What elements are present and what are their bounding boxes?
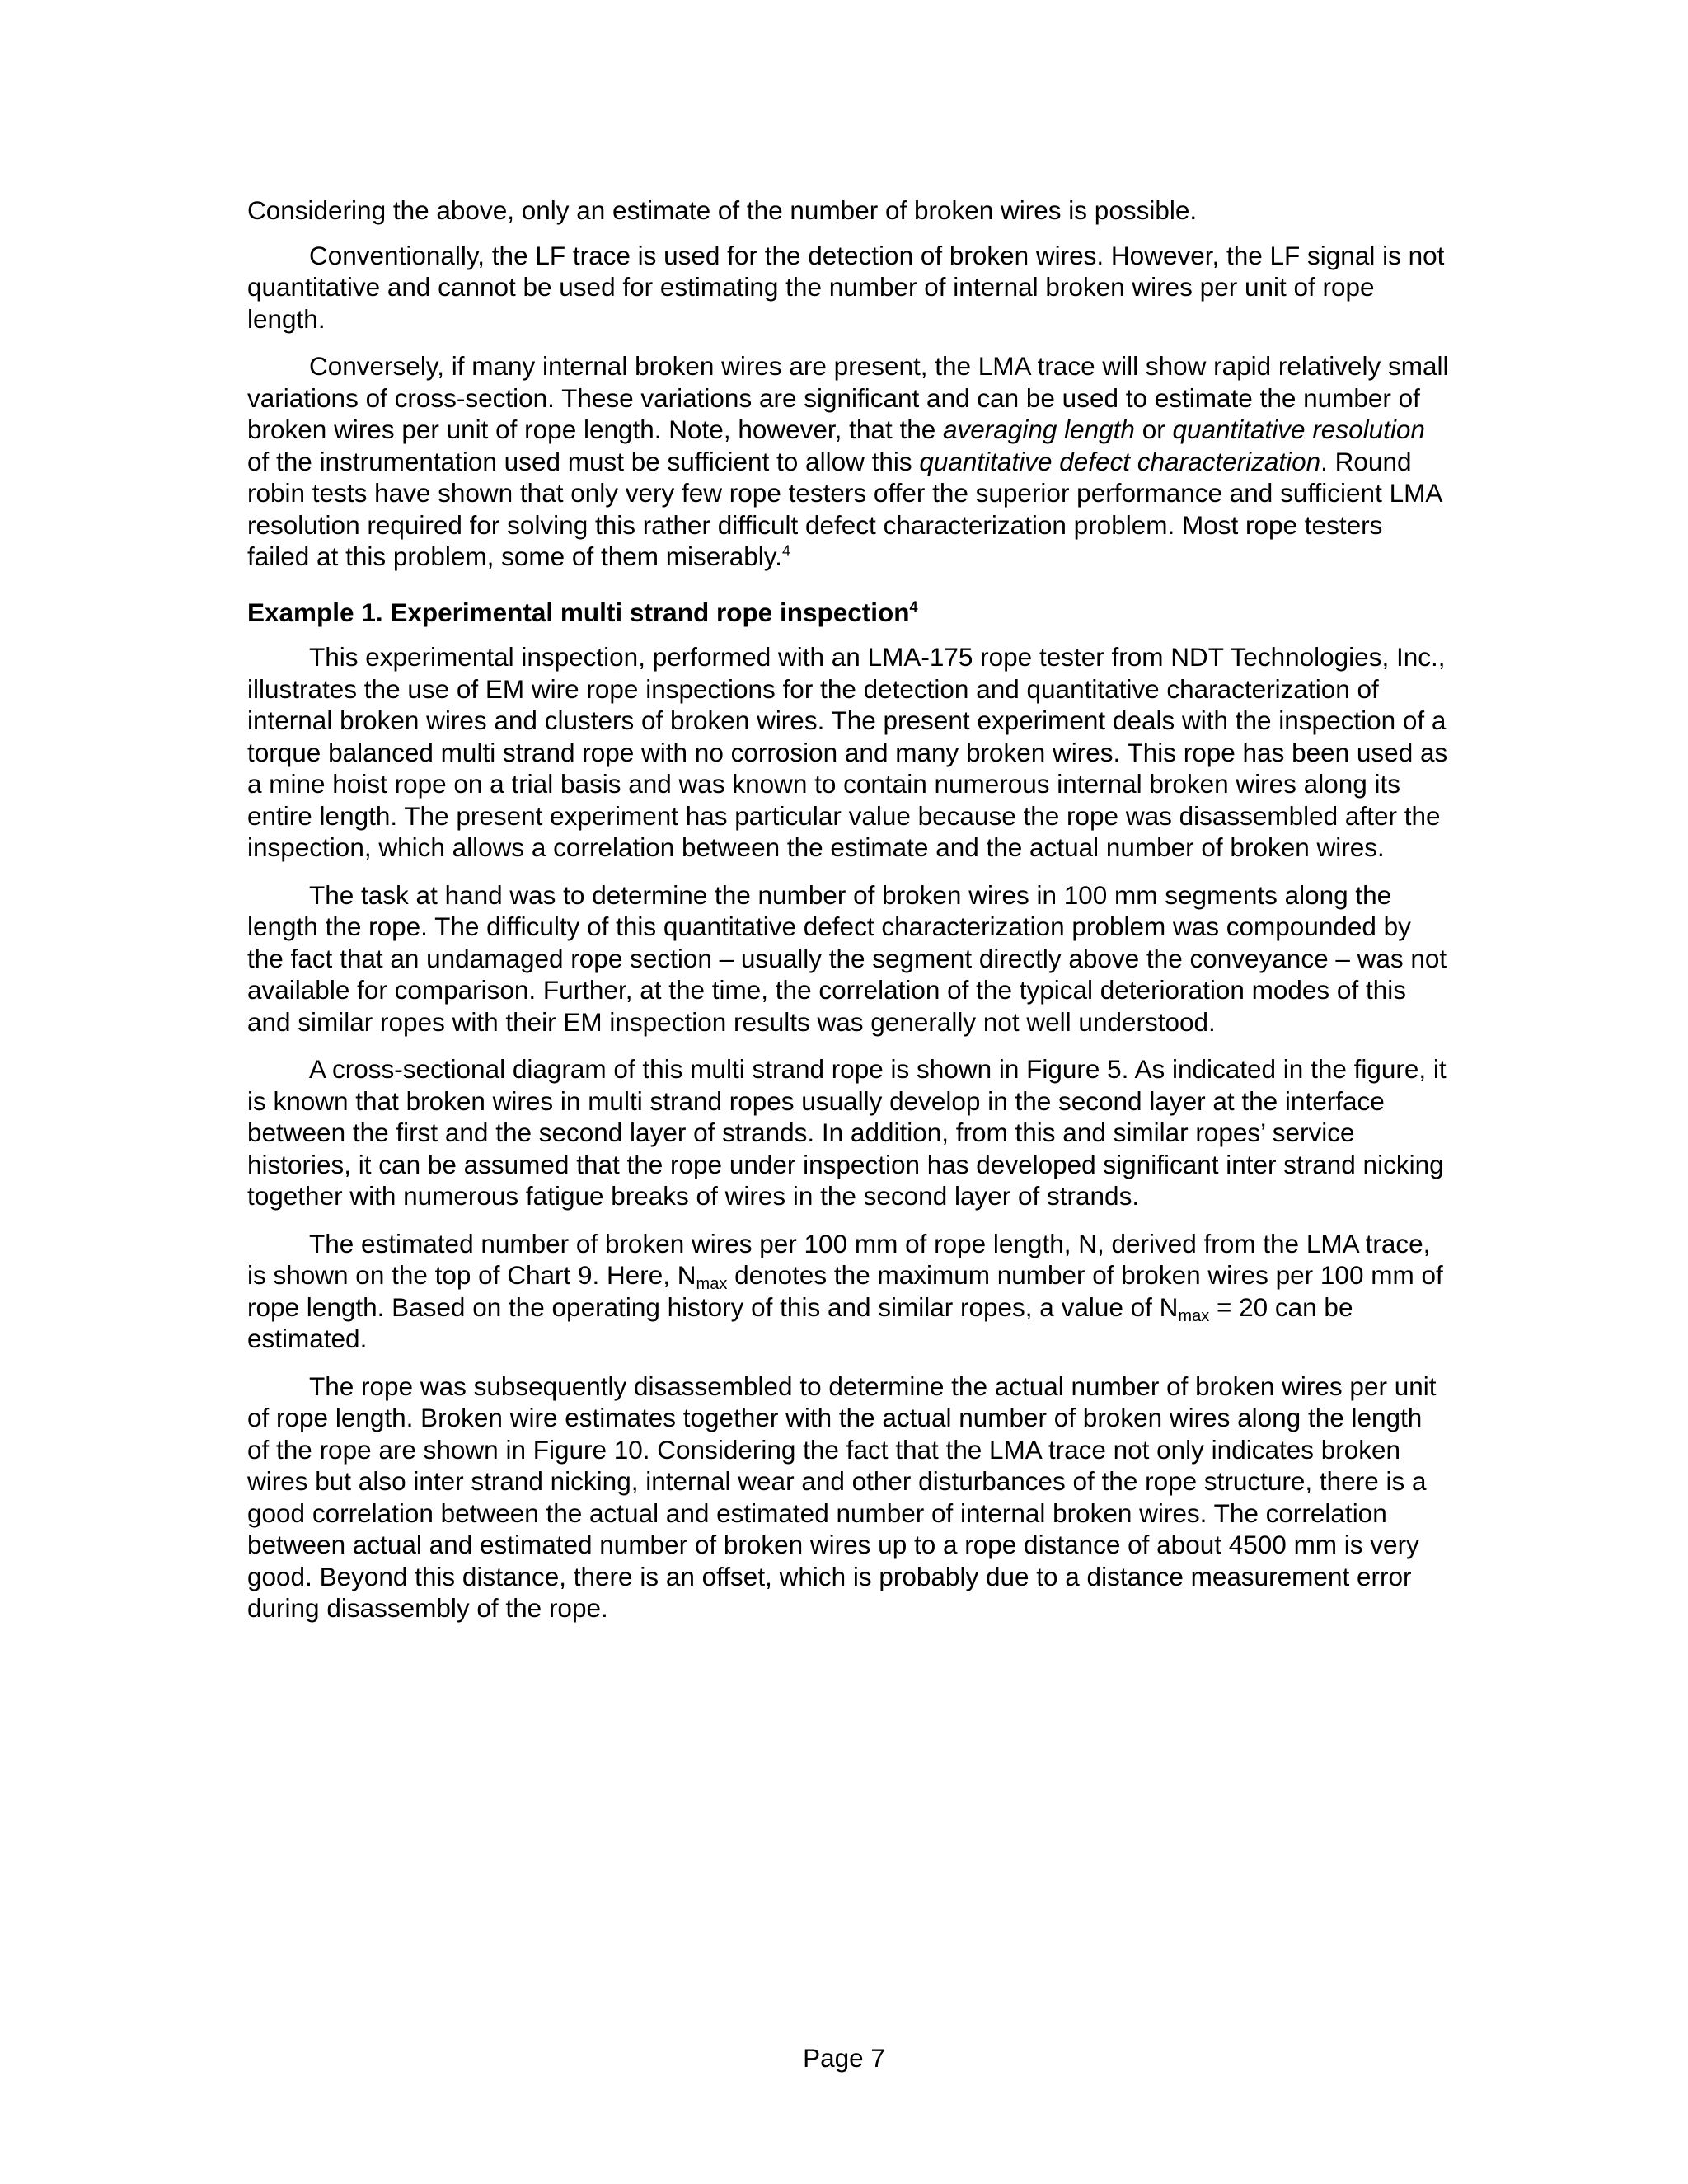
text-run: of the instrumentation used must be sufficient to allow this (247, 446, 920, 476)
footnote-ref: 4 (781, 542, 790, 560)
subscript-max: max (1178, 1306, 1210, 1325)
text-run: denotes the maximum number of broken wires per 100 mm of rope length. Based on the operating history of this and similar ropes, a value of N (247, 1260, 1443, 1322)
text-run: Conversely, if many internal broken wires are present, the LMA trace will show rapid relatively small variations of cross-section. These variations are significant and can be used to estimate the number of broken wires per unit of rope length. Note, however, that the (247, 351, 1449, 444)
paragraph-lf-trace: Conventionally, the LF trace is used for the detection of broken wires. However, the LF signal is not quantitative and cannot be used for estimating the number of internal broken wires per unit of rope length. (247, 240, 1445, 334)
section-heading-example-1 (247, 597, 1451, 629)
heading-text: Example 1. Experimental multi strand rope inspection (247, 597, 910, 627)
subscript-max: max (696, 1275, 728, 1293)
italic-term-averaging-length: averaging length (943, 415, 1135, 444)
page-number: Page 7 (803, 2043, 885, 2073)
italic-term-defect-characterization: quantitative defect characterization (919, 446, 1321, 476)
text-run: . Round robin tests have shown that only very few rope testers offer the superior performance and sufficient LMA resolution required for solving this rather difficult defect characterization problem. Most rope testers failed at this problem, some of them miserably. (247, 446, 1442, 571)
paragraph-lma-trace (247, 350, 1451, 573)
text-run: The estimated number of broken wires per 100 mm of rope length, N, derived from the LMA trace, is shown on the top of Chart 9. Here, N (247, 1228, 1431, 1290)
page-body (247, 194, 1451, 1624)
paragraph-experimental-inspection: This experimental inspection, performed with an LMA-175 rope tester from NDT Technologies, Inc., illustrates the use of EM wire rope inspections for the detection and quantitative characterization of internal broken wires and clusters of broken wires. The present experiment deals with the inspection of a torque balanced multi strand rope with no corrosion and many broken wires. This rope has been used as a mine hoist rope on a trial basis and was known to contain numerous internal broken wires along its entire length. The present experiment has particular value because the rope was disassembled after the inspection, which allows a correlation between the estimate and the actual number of broken wires. (247, 642, 1448, 862)
paragraph-task: The task at hand was to determine the number of broken wires in 100 mm segments along the length the rope. The difficulty of this quantitative defect characterization problem was compounded by the fact that an undamaged rope section – usually the segment directly above the conveyance – was not available for comparison. Further, at the time, the correlation of the typical deterioration modes of this and similar ropes with their EM inspection results was generally not well understood. (247, 879, 1447, 1037)
paragraph-disassembly: The rope was subsequently disassembled to determine the actual number of broken wires per unit of rope length. Broken wire estimates together with the actual number of broken wires along the length of the rope are shown in Figure 10. Considering the fact that the LMA trace not only indicates broken wires but also inter strand nicking, internal wear and other disturbances of the rope structure, there is a good correlation between the actual and estimated number of internal broken wires. The correlation between actual and estimated number of broken wires up to a rope distance of about 4500 mm is very good. Beyond this distance, there is an offset, which is probably due to a distance measurement error during disassembly of the rope. (247, 1371, 1437, 1623)
footnote-ref: 4 (909, 598, 918, 615)
italic-term-quantitative-resolution: quantitative resolution (1172, 415, 1425, 444)
paragraph-cross-section: A cross-sectional diagram of this multi strand rope is shown in Figure 5. As indicated in the figure, it is known that broken wires in multi strand ropes usually develop in the second layer at the interface between the first and the second layer of strands. In addition, from this and similar ropes’ service histories, it can be assumed that the rope under inspection has developed significant inter strand nicking together with numerous fatigue breaks of wires in the second layer of strands. (247, 1054, 1447, 1211)
paragraph-intro: Considering the above, only an estimate of the number of broken wires is possible. (247, 195, 1198, 225)
text-run: = 20 can be estimated. (247, 1291, 1353, 1353)
paragraph-estimated-number (247, 1228, 1451, 1355)
text-run: or (1134, 415, 1173, 444)
